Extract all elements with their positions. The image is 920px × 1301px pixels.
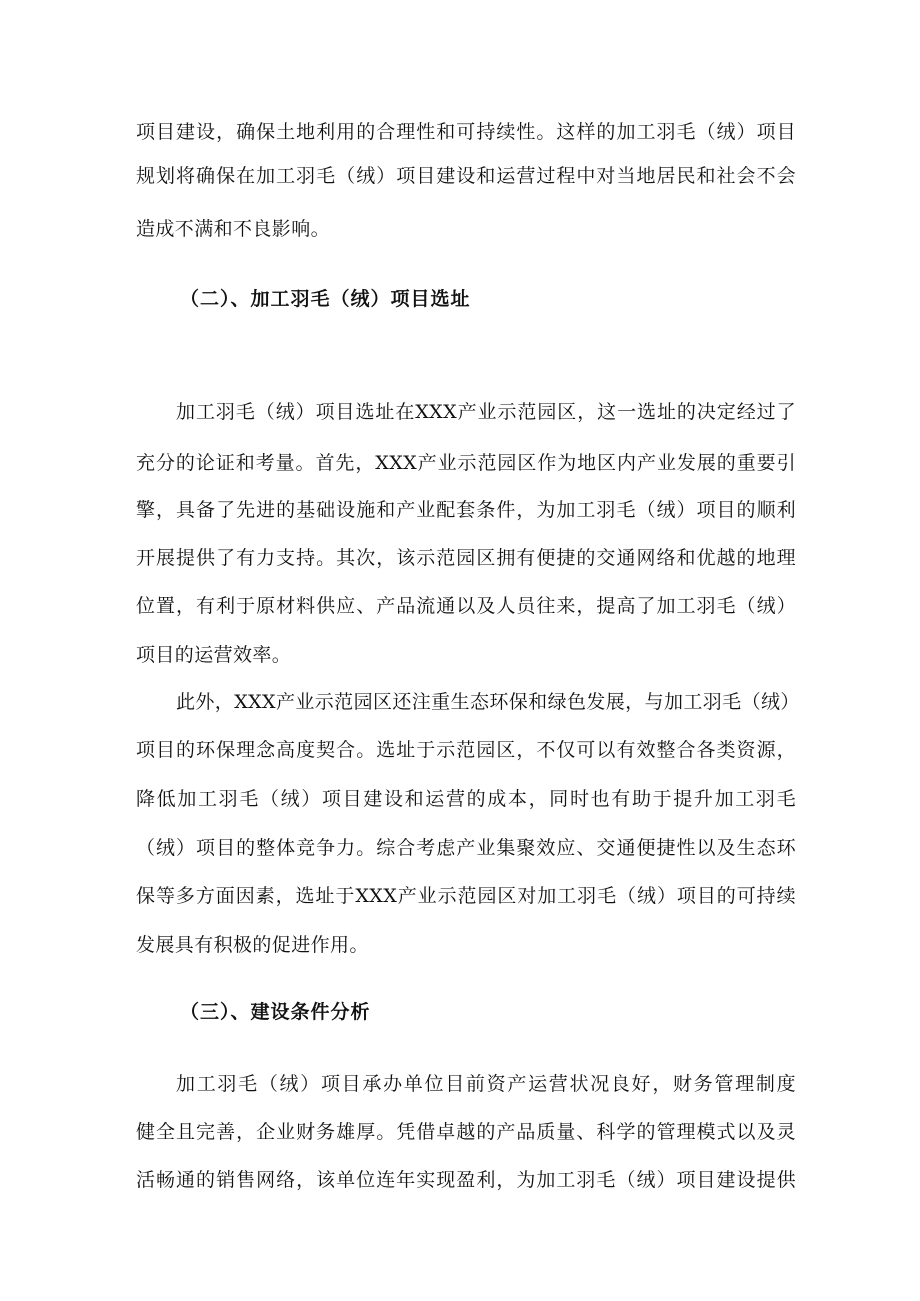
paragraph-3-line-2: 项目的环保理念高度契合。选址于示范园区，不仅可以有效整合各类资源， [136, 739, 796, 761]
paragraph-4-line-2: 健全且完善，企业财务雄厚。凭借卓越的产品质量、科学的管理模式以及灵 [136, 1121, 796, 1143]
section-heading-conditions: （三）、建设条件分析 [180, 1001, 371, 1023]
paragraph-2-line-5: 位置，有利于原材料供应、产品流通以及人员往来，提高了加工羽毛（绒） [136, 595, 796, 617]
section-heading-location: （二）、加工羽毛（绒）项目选址 [180, 288, 471, 310]
paragraph-2-line-4: 开展提供了有力支持。其次，该示范园区拥有便捷的交通网络和优越的地理 [136, 547, 796, 569]
paragraph-1-line-1: 项目建设，确保土地利用的合理性和可持续性。这样的加工羽毛（绒）项目 [136, 121, 796, 143]
paragraph-3-line-1: 此外，XXX产业示范园区还注重生态环保和绿色发展，与加工羽毛（绒） [176, 691, 800, 713]
paragraph-2-line-1: 加工羽毛（绒）项目选址在XXX产业示范园区，这一选址的决定经过了 [176, 401, 796, 423]
paragraph-3-line-4: （绒）项目的整体竞争力。综合考虑产业集聚效应、交通便捷性以及生态环 [136, 837, 796, 859]
paragraph-4-line-1: 加工羽毛（绒）项目承办单位目前资产运营状况良好，财务管理制度 [176, 1073, 796, 1095]
paragraph-3-line-6: 发展具有积极的促进作用。 [136, 934, 369, 956]
paragraph-3-line-5: 保等多方面因素，选址于XXX产业示范园区对加工羽毛（绒）项目的可持续 [136, 885, 796, 907]
paragraph-1-line-3: 造成不满和不良影响。 [136, 218, 331, 240]
paragraph-2-line-3: 擎，具备了先进的基础设施和产业配套条件，为加工羽毛（绒）项目的顺利 [136, 499, 796, 521]
paragraph-1-line-2: 规划将确保在加工羽毛（绒）项目建设和运营过程中对当地居民和社会不会 [136, 165, 796, 187]
paragraph-2-line-2: 充分的论证和考量。首先，XXX产业示范园区作为地区内产业发展的重要引 [136, 452, 796, 474]
paragraph-4-line-3: 活畅通的销售网络，该单位连年实现盈利，为加工羽毛（绒）项目建设提供 [136, 1169, 796, 1191]
paragraph-3-line-3: 降低加工羽毛（绒）项目建设和运营的成本，同时也有助于提升加工羽毛 [136, 788, 796, 810]
paragraph-2-line-6: 项目的运营效率。 [136, 644, 292, 666]
